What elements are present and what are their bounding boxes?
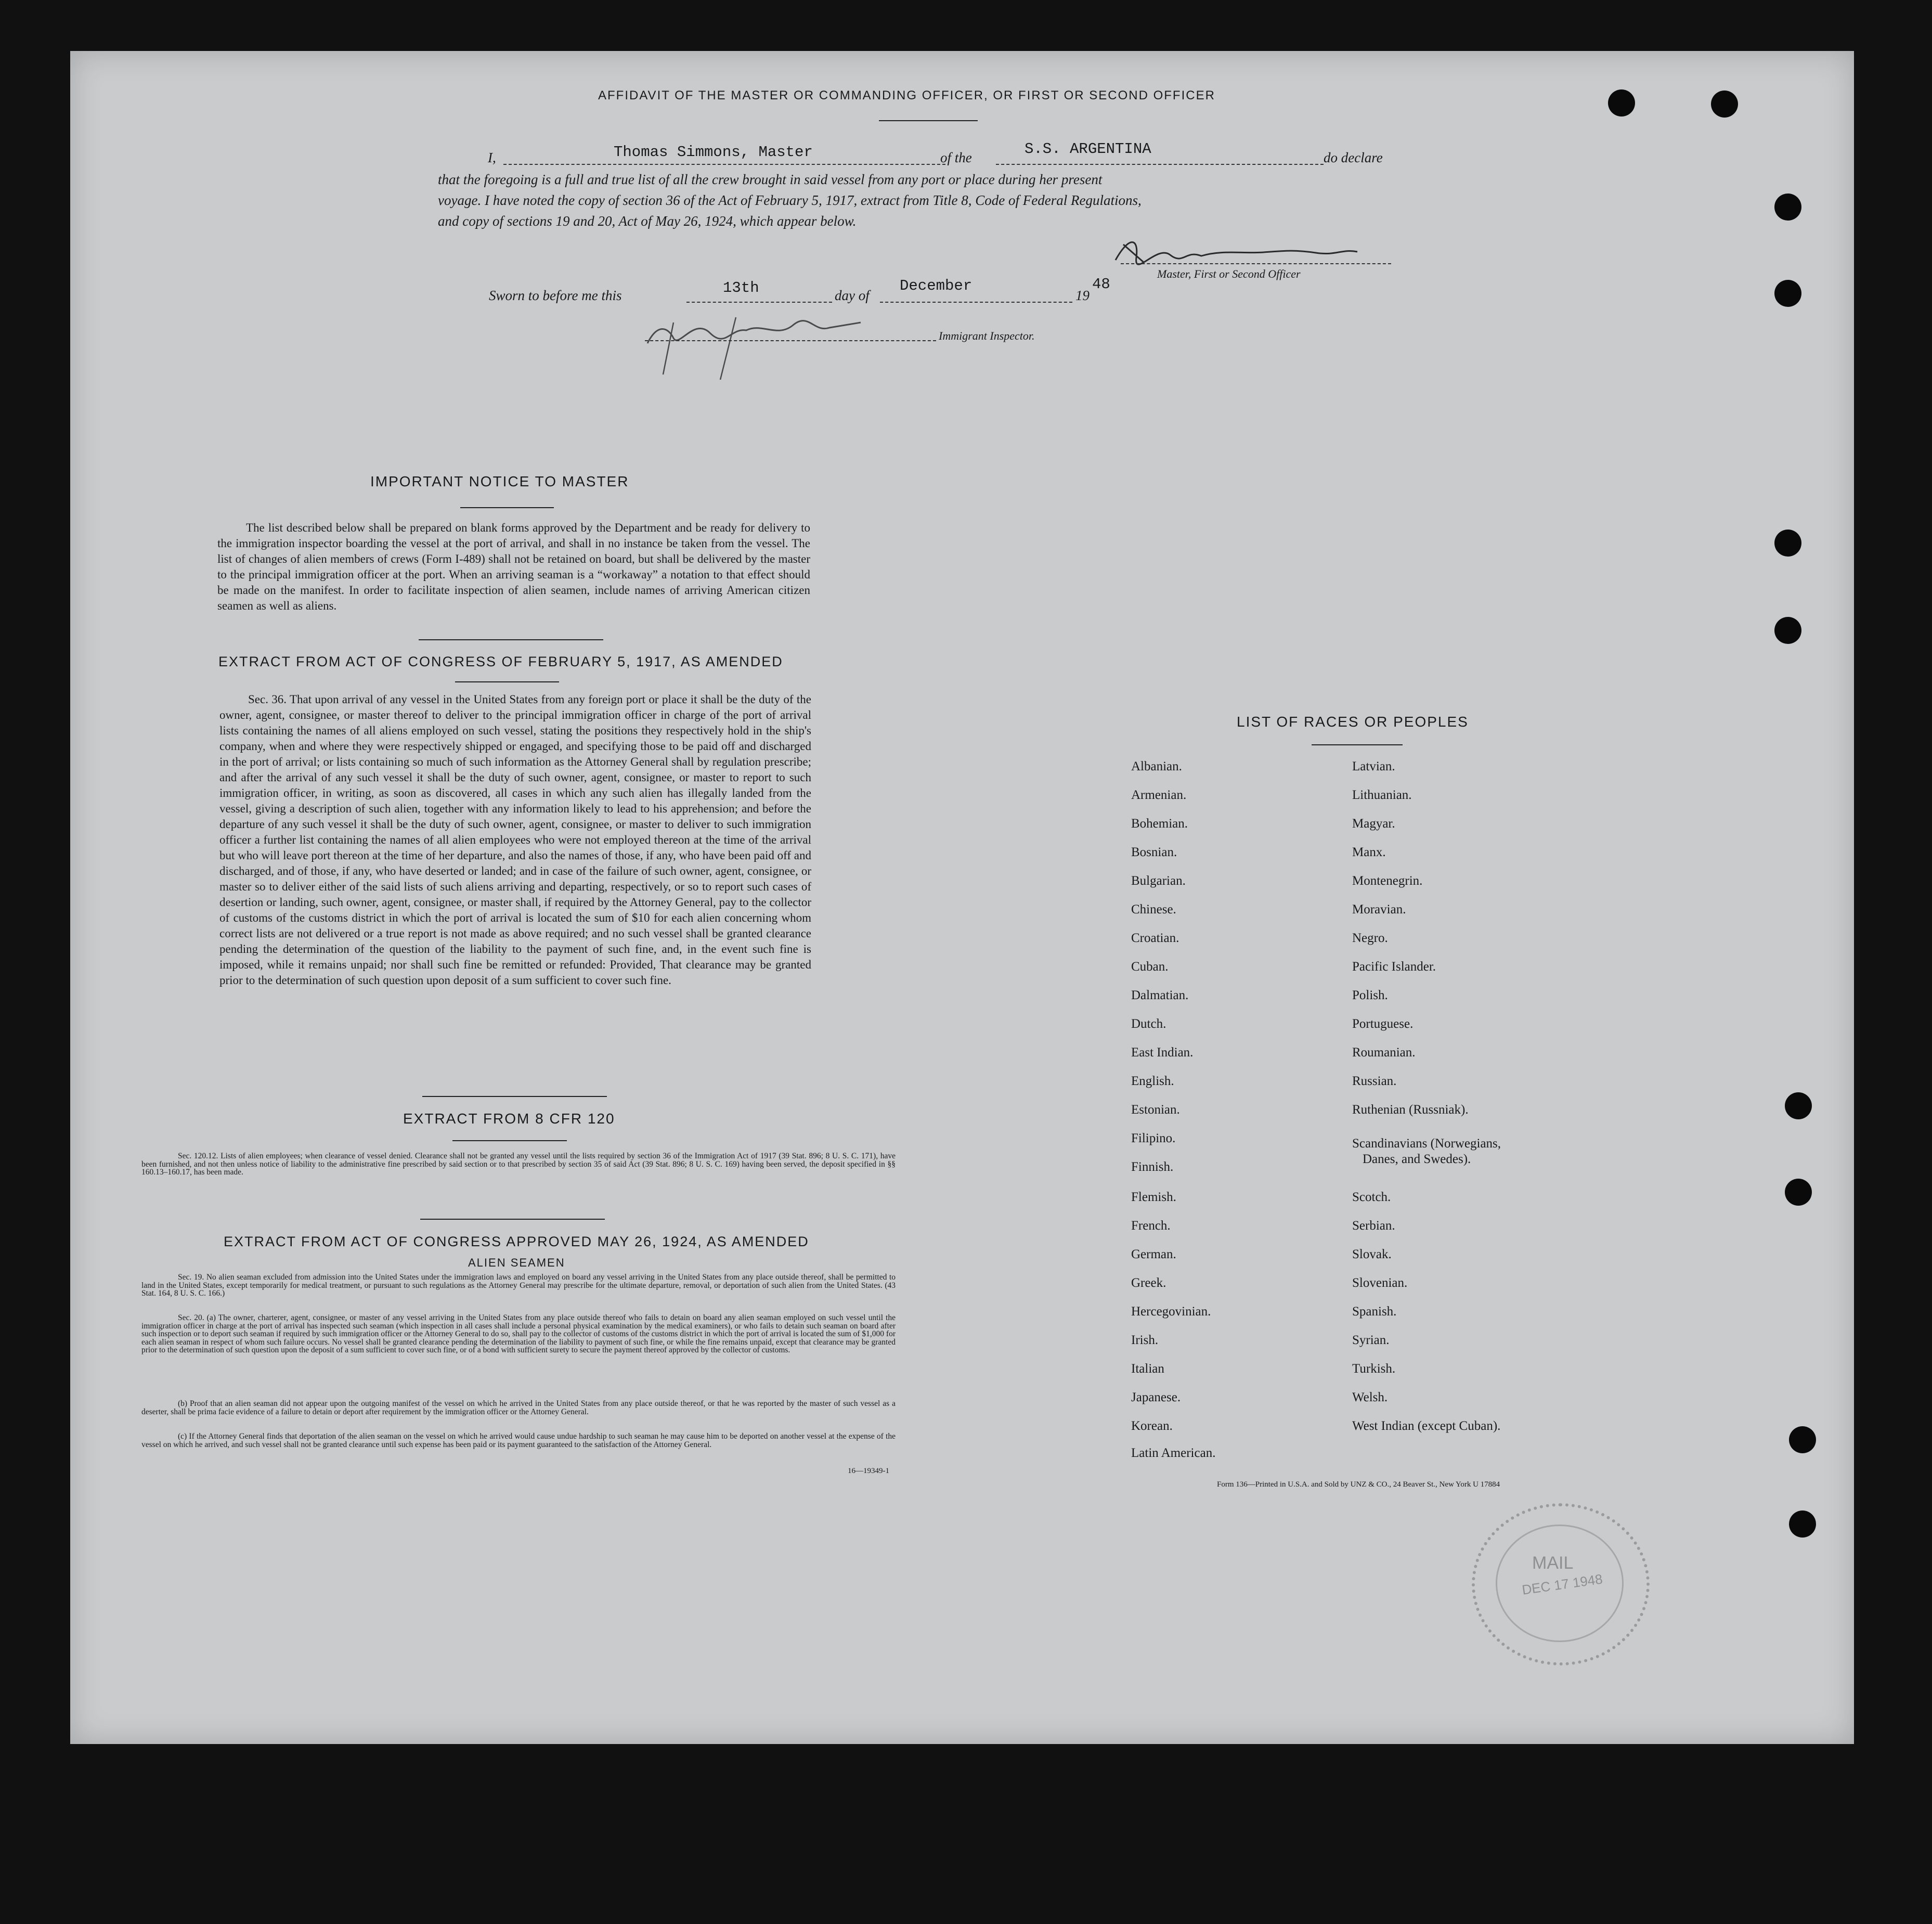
affidavit-line-3: voyage. I have noted the copy of section 36 of the Act of February 5, 1917, extract from Title 8, Code of Federal Regulations, <box>438 192 1142 208</box>
inspector-signature-line <box>645 340 936 341</box>
divider <box>455 681 559 682</box>
punch-hole <box>1711 91 1738 118</box>
race-item: Korean. <box>1131 1419 1173 1433</box>
declarant-line <box>503 164 945 165</box>
race-item: Bohemian. <box>1131 817 1188 831</box>
race-item: East Indian. <box>1131 1045 1194 1060</box>
race-item: Pacific Islander. <box>1352 960 1436 974</box>
race-item: Ruthenian (Russniak). <box>1352 1103 1469 1117</box>
sec-20a: Sec. 20. (a) The owner, charterer, agent, consignee, or master of any vessel arriving in the United States from any place outside thereof who fails to detain on board any alien seaman employed on such vessel until the immigration officer in charge at the port of arrival has inspected such seaman (which inspection in all cases shall include a personal physical examination by the medical examiners), or who fails to detain such seaman on board after such inspection or to deport such seaman if required by such immigration officer or the Attorney General to do so, shall pay to the collector of customs of the customs district in which the port of arrival is located the sum of $1,000 for each alien seaman in respect of whom such failure occurs. No vessel shall be granted clearance pending the determination of the liability to payment of such fine, or while the fine remains unpaid, except that clearance may be granted prior to the determination of such question upon the deposit of a sum sufficient to cover such fine, or of a bond with sufficient surety to secure the payment thereof approved by the collector of customs. <box>141 1313 896 1354</box>
race-item: Lithuanian. <box>1352 788 1412 802</box>
sworn-month: December <box>900 277 973 294</box>
punch-hole <box>1608 89 1635 117</box>
sec-19: Sec. 19. No alien seaman excluded from admission into the United States under the immigration laws and employed on board any vessel arriving in the United States from any place outside thereof, shall be permitted to land in the United States, except temporarily for medical treatment, or pursuant to such regulations as the Attorney General may prescribe for the ultimate departure, removal, or deportation of such alien from the United States. (43 Stat. 164, 8 U. S. C. 166.) <box>141 1273 896 1298</box>
race-item: English. <box>1131 1074 1174 1088</box>
race-item: West Indian (except Cuban). <box>1352 1419 1501 1433</box>
punch-hole <box>1785 1092 1812 1119</box>
year-suffix: 48 <box>1092 276 1110 293</box>
divider <box>879 120 978 121</box>
race-item: Portuguese. <box>1352 1017 1414 1031</box>
race-item: Croatian. <box>1131 931 1179 945</box>
form-code: 16—19349-1 <box>848 1467 889 1475</box>
race-item: Bosnian. <box>1131 845 1177 859</box>
master-caption: Master, First or Second Officer <box>1157 267 1301 280</box>
race-item: Estonian. <box>1131 1103 1180 1117</box>
extract-1924-subtitle: ALIEN SEAMEN <box>468 1256 565 1269</box>
race-item: Chinese. <box>1131 902 1176 916</box>
race-item: Montenegrin. <box>1352 874 1423 888</box>
race-item: Dalmatian. <box>1131 988 1189 1002</box>
divider <box>452 1140 567 1141</box>
race-item: Moravian. <box>1352 902 1406 916</box>
notice-title: IMPORTANT NOTICE TO MASTER <box>370 473 629 489</box>
form-footer: Form 136—Printed in U.S.A. and Sold by UNZ & CO., 24 Beaver St., New York U 17884 <box>1217 1480 1500 1489</box>
year-prefix: 19 <box>1075 288 1090 303</box>
race-item: Scandinavians (Norwegians, <box>1352 1137 1501 1151</box>
sworn-label: Sworn to before me this <box>489 288 622 303</box>
race-item: Dutch. <box>1131 1017 1166 1031</box>
race-item: Danes, and Swedes). <box>1363 1152 1471 1166</box>
race-item: Latvian. <box>1352 759 1395 773</box>
race-item: Italian <box>1131 1362 1164 1376</box>
divider <box>420 1219 605 1220</box>
race-item: Magyar. <box>1352 817 1395 831</box>
race-item: Flemish. <box>1131 1190 1176 1204</box>
race-item: Manx. <box>1352 845 1386 859</box>
race-item: Armenian. <box>1131 788 1187 802</box>
affidavit-i-label: I, <box>488 150 496 165</box>
divider <box>460 507 554 508</box>
races-title: LIST OF RACES OR PEOPLES <box>1237 714 1469 730</box>
month-line <box>880 302 1072 303</box>
race-item: Finnish. <box>1131 1160 1174 1174</box>
punch-hole <box>1774 280 1801 307</box>
affidavit-title: AFFIDAVIT OF THE MASTER OR COMMANDING OFFICER, OR FIRST OR SECOND OFFICER <box>598 88 1215 102</box>
race-item: Polish. <box>1352 988 1388 1002</box>
race-item: Slovenian. <box>1352 1276 1408 1290</box>
race-item: Hercegovinian. <box>1131 1305 1211 1319</box>
race-item: Welsh. <box>1352 1390 1388 1404</box>
sec-20c: (c) If the Attorney General finds that deportation of the alien seaman on the vessel on which he arrived would cause undue hardship to such seaman he may cause him to be deported on another vessel at the expense of the vessel on which he arrived, and such vessel shall not be granted clearance until such expense has been paid or its payment guaranteed to the satisfaction of the Attorney General. <box>141 1432 896 1449</box>
affidavit-line-4: and copy of sections 19 and 20, Act of May 26, 1924, which appear below. <box>438 213 857 229</box>
sworn-day: 13th <box>723 279 759 296</box>
of-the-label: of the <box>940 150 972 165</box>
race-item: Bulgarian. <box>1131 874 1186 888</box>
punch-hole <box>1774 530 1801 557</box>
race-item: Roumanian. <box>1352 1045 1416 1060</box>
extract-cfr-body: Sec. 120.12. Lists of alien employees; when clearance of vessel denied. Clearance shall not be granted any vessel until the lists required by section 36 of the Immigration Act of 1917 (39 Stat. 896; 8 U. S. C. 171), have been furnished, and not then unless notice of liability to the administrative fine prescribed by said section or to that prescribed by section 35 of said Act (39 Stat. 896; 8 U. S. C. 169) having been served, the deposit specified in §§ 160.13–160.17, has been made. <box>141 1152 896 1177</box>
stamp-mail-text: MAIL <box>1532 1553 1574 1573</box>
declarant-name: Thomas Simmons, Master <box>614 144 813 161</box>
extract-1917-title: EXTRACT FROM ACT OF CONGRESS OF FEBRUARY 5, 1917, AS AMENDED <box>218 654 783 669</box>
punch-hole <box>1774 193 1801 221</box>
race-item: Negro. <box>1352 931 1388 945</box>
vessel-line <box>996 164 1324 165</box>
vessel-name: S.S. ARGENTINA <box>1025 140 1151 158</box>
master-signature-line <box>1121 263 1391 264</box>
race-item: Cuban. <box>1131 960 1169 974</box>
punch-hole <box>1785 1179 1812 1206</box>
divider <box>1312 744 1403 745</box>
race-item: Albanian. <box>1131 759 1182 773</box>
inspector-caption: Immigrant Inspector. <box>939 329 1035 342</box>
day-of-label: day of <box>835 288 870 303</box>
race-item: Scotch. <box>1352 1190 1391 1204</box>
do-declare-label: do declare <box>1324 150 1383 165</box>
race-item: Spanish. <box>1352 1305 1397 1319</box>
divider <box>419 639 603 640</box>
affidavit-line-2: that the foregoing is a full and true list of all the crew brought in said vessel from any port or place during her present <box>438 172 1103 187</box>
race-item: Russian. <box>1352 1074 1397 1088</box>
sec-20b: (b) Proof that an alien seaman did not appear upon the outgoing manifest of the vessel on which he arrived in the United States from any place outside thereof, or that he was reported by the master of such vessel as a deserter, shall be prima facie evidence of a failure to detain or deport after requirement by the immigration officer or the Attorney General. <box>141 1399 896 1416</box>
extract-cfr-title: EXTRACT FROM 8 CFR 120 <box>403 1111 615 1127</box>
race-item: Syrian. <box>1352 1333 1390 1347</box>
race-item: Slovak. <box>1352 1247 1392 1261</box>
race-item: French. <box>1131 1219 1171 1233</box>
punch-hole <box>1789 1426 1816 1453</box>
mail-stamp <box>1472 1503 1650 1665</box>
race-item: Greek. <box>1131 1276 1166 1290</box>
divider <box>422 1096 607 1097</box>
race-item: Filipino. <box>1131 1131 1176 1145</box>
race-item: Japanese. <box>1131 1390 1181 1404</box>
notice-body: The list described below shall be prepared on blank forms approved by the Department and be ready for delivery to the immigration inspector boarding the vessel at the port of arrival, and shall in no instance be taken from the vessel. The list of changes of alien members of crews (Form I-489) shall not be retained on board, but shall be delivered by the master to the principal immigration officer at the port. When an arriving seaman is a “workaway” a notation to that effect should be made on the manifest. In order to facilitate inspection of alien seamen, include names of arriving American citizen seamen as well as aliens. <box>217 521 810 612</box>
race-item: Latin American. <box>1131 1446 1216 1460</box>
punch-hole <box>1774 617 1801 644</box>
extract-1924-title: EXTRACT FROM ACT OF CONGRESS APPROVED MAY 26, 1924, AS AMENDED <box>224 1234 809 1249</box>
punch-hole <box>1789 1510 1816 1538</box>
extract-1917-body: Sec. 36. That upon arrival of any vessel in the United States from any foreign port or place it shall be the duty of the owner, agent, consignee, or master thereof to deliver to the principal immigration officer in charge of the port of arrival lists containing the names of all aliens employed on such vessel, stating the positions they respectively hold in the ship's company, when and where they were respectively shipped or engaged, and specifying those to be paid off and discharged in the port of arrival; or lists containing so much of such information as the Attorney General shall by regulation prescribe; and after the arrival of any such vessel it shall be the duty of such owner, agent, consignee, or master to report to such immigration officer, in writing, as soon as discovered, all cases in which any such alien has illegally landed from the vessel, giving a description of such alien, together with any information likely to lead to his apprehension; and before the departure of any such vessel it shall be the duty of such owner, agent, consignee, or master to deliver to such immigration officer a further list containing the names of all alien employees who were not employed thereon at the time of the arrival but who will leave port thereon at the time of her departure, and also the names of those, if any, who have been paid off and discharged, and of those, if any, who have deserted or landed; and in case of the failure of such owner, agent, consignee, or master so to deliver either of the said lists of such aliens arriving and departing, respectively, or so to report such cases of desertion or landing, such owner, agent, consignee, or master shall, if required by the Attorney General, pay to the collector of customs of the customs district in which the port of arrival is located the sum of $10 for each alien concerning whom correct lists are not delivered or a true report is not made as above required; and no such vessel shall be granted clearance pending the determination of the question of the liability to the payment of such fine, and, in the event such fine is imposed, while it remains unpaid; nor shall such fine be remitted or refunded: Provided, That clearance may be granted prior to the determination of such question upon deposit of a sum sufficient to cover such fine. <box>219 693 811 987</box>
race-item: German. <box>1131 1247 1176 1261</box>
race-item: Serbian. <box>1352 1219 1395 1233</box>
race-item: Irish. <box>1131 1333 1159 1347</box>
race-item: Turkish. <box>1352 1362 1396 1376</box>
stamp-date-text: DEC 17 1948 <box>1521 1571 1604 1598</box>
